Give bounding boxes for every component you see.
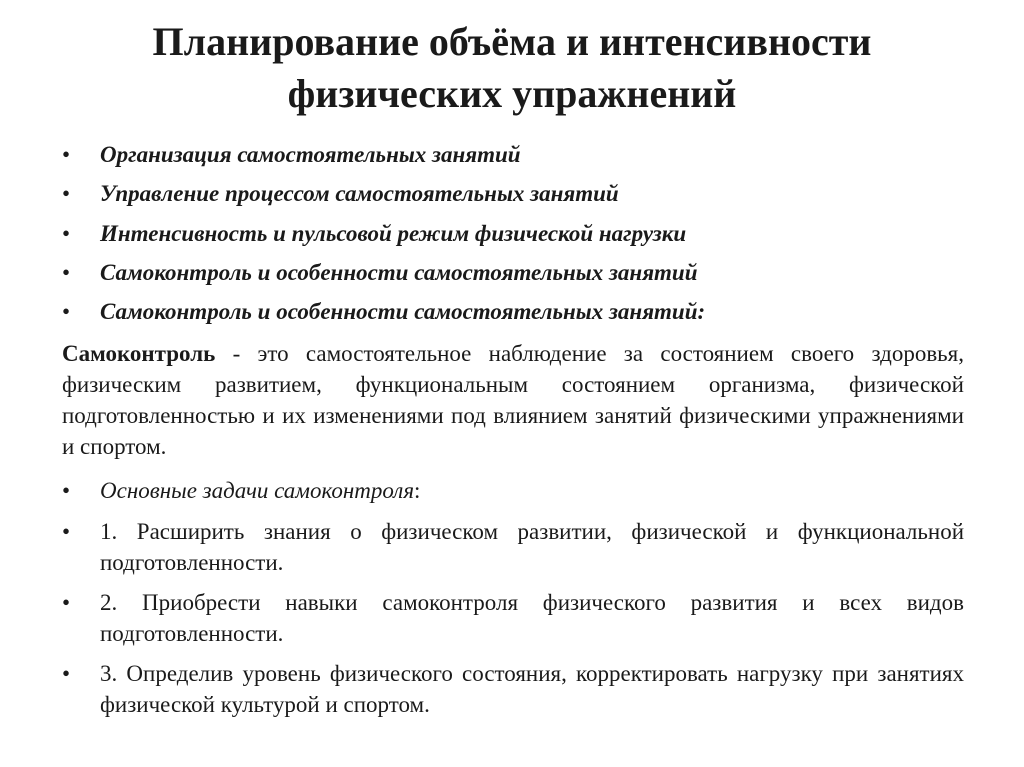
definition-term: Самоконтроль <box>62 341 216 366</box>
tasks-heading-item <box>62 475 964 506</box>
topic-item <box>62 178 964 209</box>
task-item <box>62 516 964 578</box>
task-text: 1. Расширить знания о физическом развитии, физической и функциональной подготовленности. <box>100 519 964 575</box>
bullet-marker: • <box>62 661 71 686</box>
definition-paragraph <box>62 338 964 462</box>
tasks-heading-suffix: : <box>414 478 421 503</box>
topic-item <box>62 296 964 327</box>
topic-item <box>62 218 964 249</box>
task-text: 3. Определив уровень физического состояния, корректировать нагрузку при занятиях физической культурой и спортом. <box>100 661 964 717</box>
bullet-marker: • <box>62 221 71 246</box>
bullet-marker: • <box>62 478 71 503</box>
topic-text: Интенсивность и пульсовой режим физической нагрузки <box>100 221 687 246</box>
bullet-marker: • <box>62 260 71 285</box>
bullet-marker: • <box>62 299 71 324</box>
topic-text: Организация самостоятельных занятий <box>100 142 521 167</box>
bullet-marker: • <box>62 181 71 206</box>
topic-text: Самоконтроль и особенности самостоятельных занятий <box>100 260 698 285</box>
definition-text: - это самостоятельное наблюдение за состоянием своего здоровья, физическим развитием, функциональным состоянием организма, физической подготовленностью и их изменениями под влиянием занятий физическими упражнениями и спортом. <box>62 341 964 459</box>
bullet-marker: • <box>62 142 71 167</box>
topic-item <box>62 139 964 170</box>
topic-text: Самоконтроль и особенности самостоятельных занятий: <box>100 299 706 324</box>
tasks-heading-text: Основные задачи самоконтроля <box>100 478 415 503</box>
tasks-heading <box>100 475 964 506</box>
bullet-marker: • <box>62 519 71 544</box>
task-text: 2. Приобрести навыки самоконтроля физического развития и всех видов подготовленности. <box>100 590 964 646</box>
task-item <box>62 587 964 649</box>
task-item <box>62 658 964 720</box>
topic-item <box>62 257 964 288</box>
slide-title: Планирование объёма и интенсивности физических упражнений <box>152 19 872 116</box>
bullet-marker: • <box>62 590 71 615</box>
topic-text: Управление процессом самостоятельных занятий <box>100 181 619 206</box>
